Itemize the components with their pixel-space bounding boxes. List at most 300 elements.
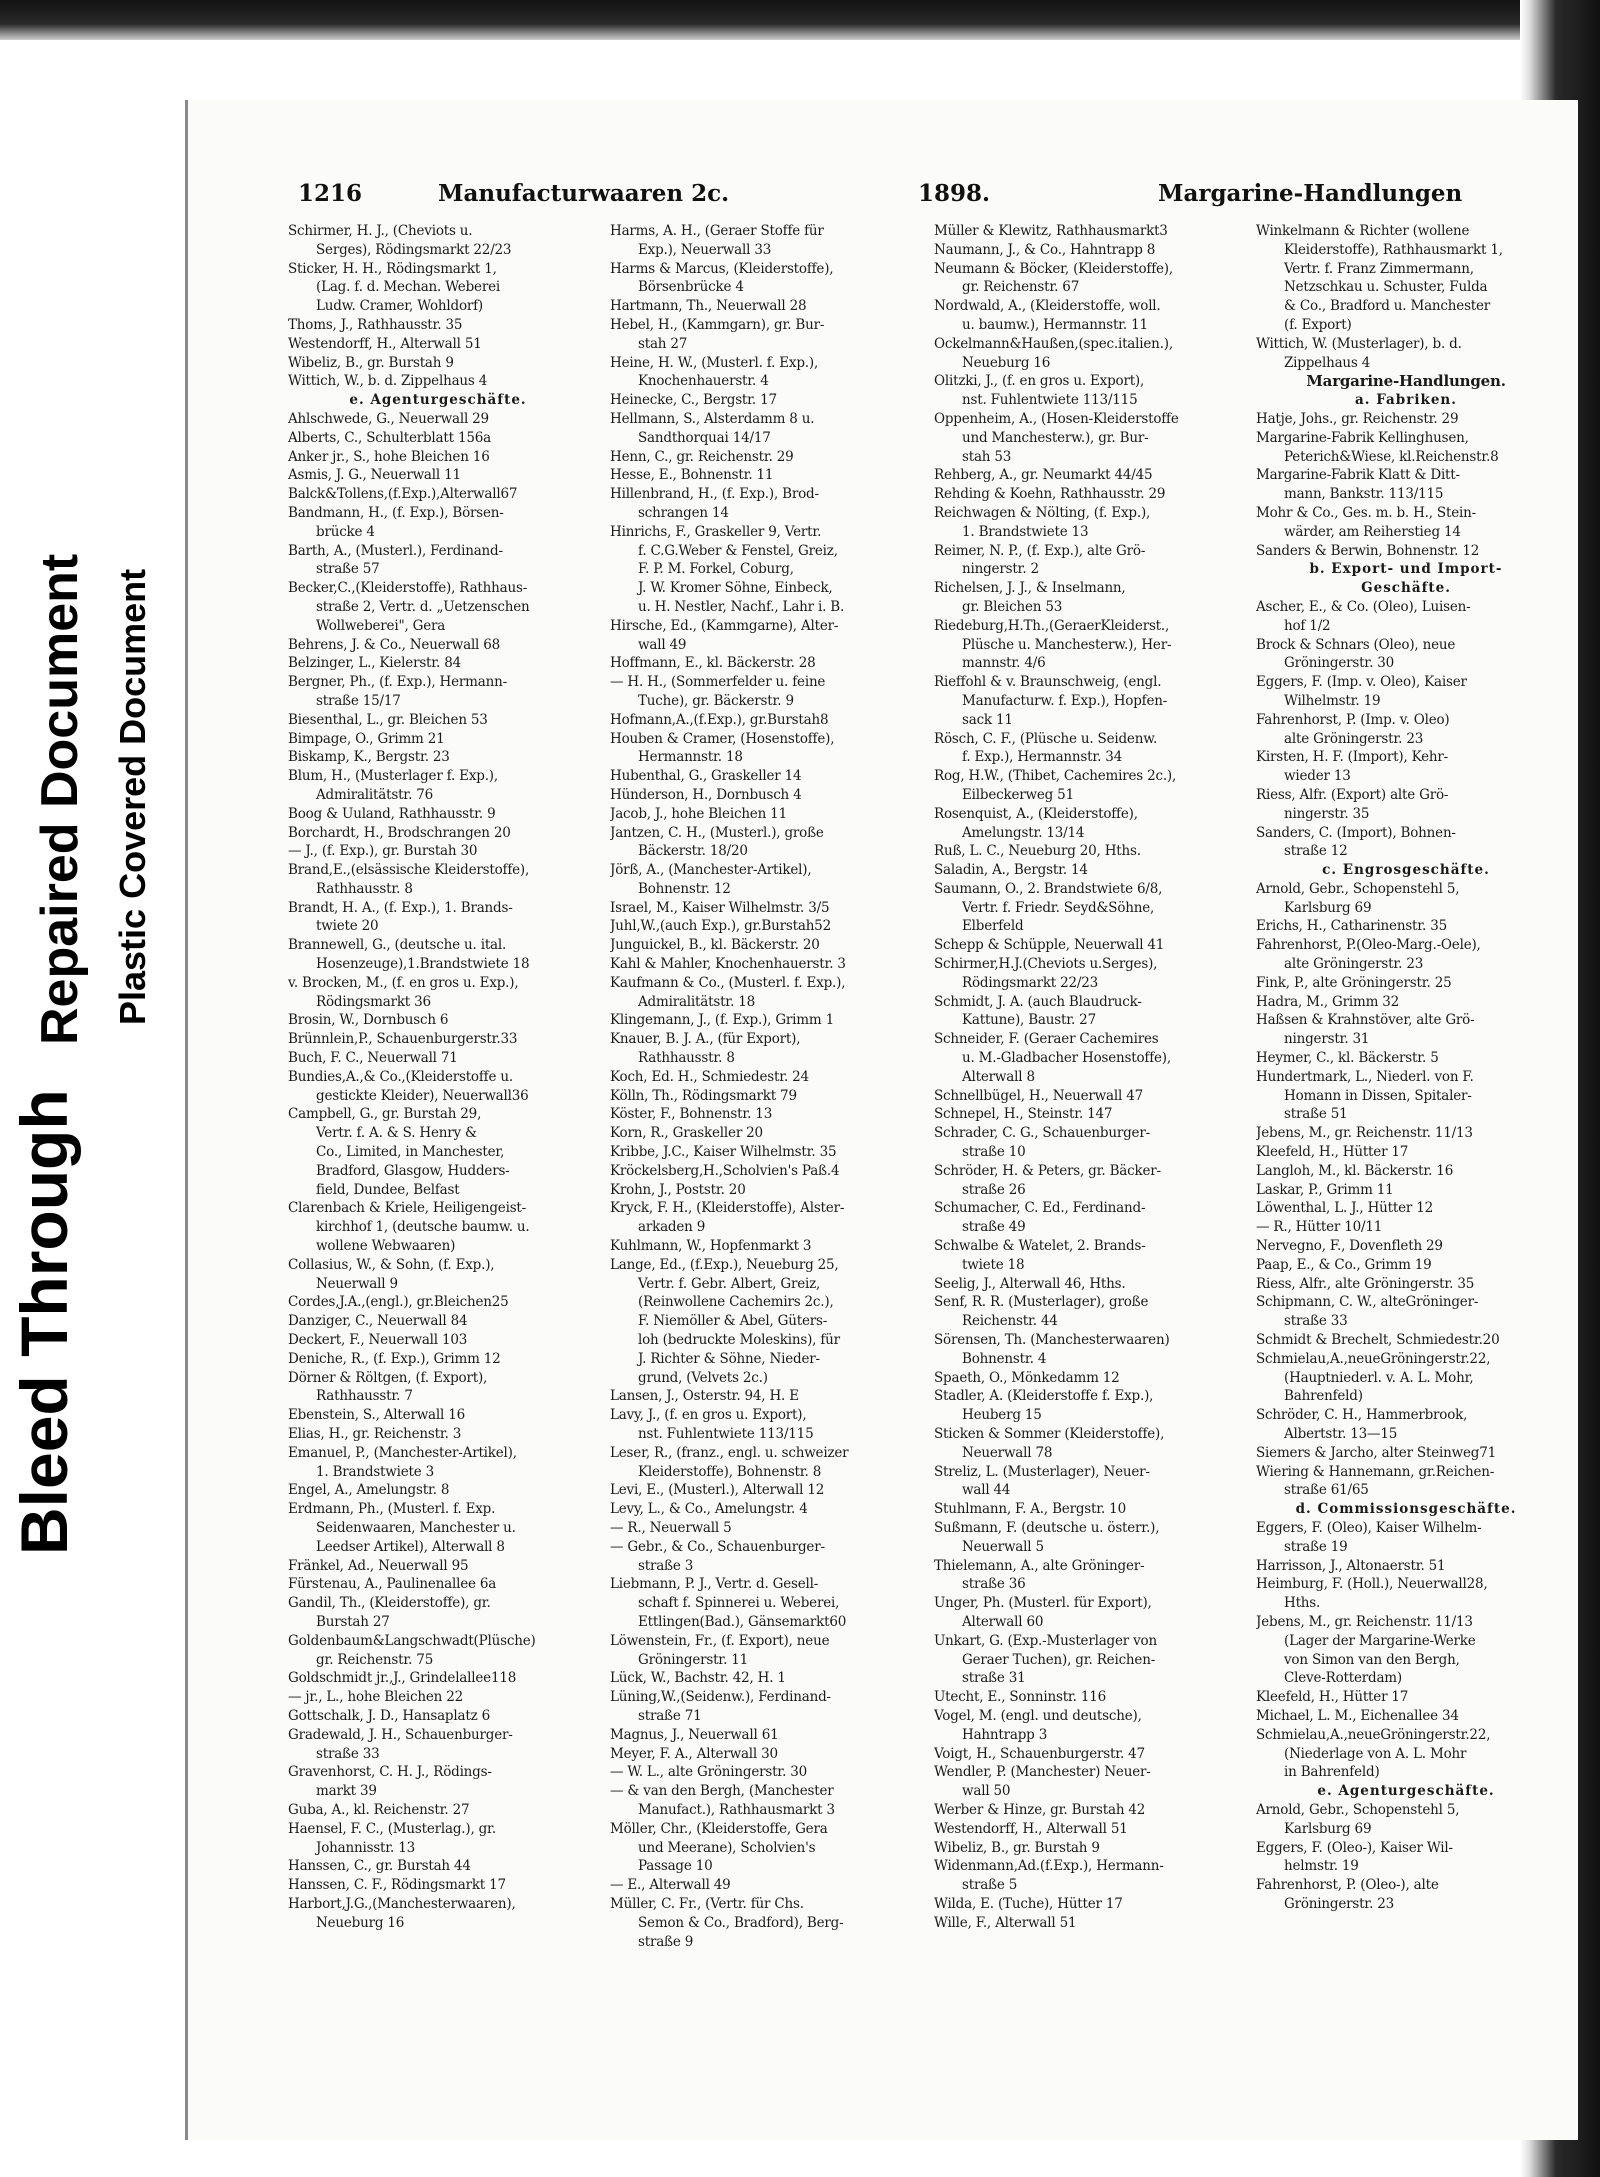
directory-entry: Wille, F., Alterwall 51 xyxy=(934,1914,1077,1931)
directory-entry: — R., Neuerwall 5 xyxy=(610,1519,732,1536)
directory-entry: Hillenbrand, H., (f. Exp.), Brod- xyxy=(610,486,819,503)
column-1 xyxy=(288,222,588,2112)
entry-continuation: Rathhausstr. 8 xyxy=(638,1050,735,1067)
directory-entry: Spaeth, O., Mönkedamm 12 xyxy=(934,1369,1120,1386)
entry-continuation: nst. Fuhlentwiete 113/115 xyxy=(962,392,1138,409)
directory-entry: Rehding & Koehn, Rathhausstr. 29 xyxy=(934,486,1166,503)
entry-continuation: sack 11 xyxy=(962,711,1013,728)
directory-entry: Naumann, J., & Co., Hahntrapp 8 xyxy=(934,241,1156,258)
directory-entry: Rog, H.W., (Thibet, Cachemires 2c.), xyxy=(934,768,1177,785)
entry-continuation: straße 71 xyxy=(638,1707,702,1724)
directory-page xyxy=(185,100,1578,2140)
directory-entry: Schmielau,A.,neueGröningerstr.22, xyxy=(1256,1726,1491,1743)
directory-entry: Heymer, C., kl. Bäckerstr. 5 xyxy=(1256,1050,1439,1067)
directory-entry: — E., Alterwall 49 xyxy=(610,1877,731,1894)
entry-continuation: (Lager der Margarine-Werke xyxy=(1284,1632,1476,1649)
entry-continuation: Rödingsmarkt 22/23 xyxy=(962,974,1099,991)
entry-continuation: wall 50 xyxy=(962,1783,1011,1800)
directory-entry: Olitzki, J., (f. en gros u. Export), xyxy=(934,373,1145,390)
entry-continuation: Neuerwall 78 xyxy=(962,1444,1053,1461)
directory-entry: Brand,E.,(elsässische Kleiderstoffe), xyxy=(288,862,530,879)
entry-continuation: Rathhausstr. 7 xyxy=(316,1388,413,1405)
directory-entry: Fränkel, Ad., Neuerwall 95 xyxy=(288,1557,469,1574)
entry-continuation: (Reinwollene Cachemirs 2c.), xyxy=(638,1294,834,1311)
directory-entry: Kribbe, J.C., Kaiser Wilhelmstr. 35 xyxy=(610,1144,837,1161)
entry-continuation: Karlsburg 69 xyxy=(1284,899,1372,916)
entry-continuation: straße 12 xyxy=(1284,843,1348,860)
entry-continuation: und Manchesterw.), gr. Bur- xyxy=(962,429,1149,446)
directory-entry: Oppenheim, A., (Hosen-Kleiderstoffe xyxy=(934,410,1179,427)
entry-continuation: f. Exp.), Hermannstr. 34 xyxy=(962,749,1123,766)
directory-entry: Reimer, N. P., (f. Exp.), alte Grö- xyxy=(934,542,1146,559)
entry-continuation: stah 27 xyxy=(638,335,688,352)
directory-entry: Blum, H., (Musterlager f. Exp.), xyxy=(288,768,498,785)
directory-entry: Heine, H. W., (Musterl. f. Exp.), xyxy=(610,354,819,371)
directory-entry: Brosin, W., Dornbusch 6 xyxy=(288,1012,449,1029)
section-heading: d. Commissionsgeschäfte. xyxy=(1295,1501,1517,1518)
entry-continuation: Kleiderstoffe), Rathhausmarkt 1, xyxy=(1284,241,1503,258)
directory-entry: Hubenthal, G., Graskeller 14 xyxy=(610,768,802,785)
entry-continuation: Vertr. f. Franz Zimmermann, xyxy=(1284,260,1474,277)
directory-entry: Kleefeld, H., Hütter 17 xyxy=(1256,1689,1409,1706)
entry-continuation: straße 36 xyxy=(962,1576,1026,1593)
entry-continuation: straße 61/65 xyxy=(1284,1482,1369,1499)
entry-continuation: Manufact.), Rathhausmarkt 3 xyxy=(638,1801,835,1818)
directory-entry: Fahrenhorst, P. (Oleo-), alte xyxy=(1256,1877,1439,1894)
directory-entry: Belzinger, L., Kielerstr. 84 xyxy=(288,655,462,672)
entry-continuation: straße 33 xyxy=(1284,1313,1348,1330)
entry-continuation: Cleve-Rotterdam) xyxy=(1284,1670,1402,1687)
entry-continuation: Homann in Dissen, Spitaler- xyxy=(1284,1087,1472,1104)
entry-continuation: twiete 18 xyxy=(962,1256,1025,1273)
entry-continuation: straße 3 xyxy=(638,1557,694,1574)
entry-continuation: Gröningerstr. 23 xyxy=(1284,1895,1395,1912)
directory-entry: Haßsen & Krahnstöver, alte Grö- xyxy=(1256,1012,1475,1029)
entry-continuation: straße 49 xyxy=(962,1219,1026,1236)
directory-entry: Deniche, R., (f. Exp.), Grimm 12 xyxy=(288,1350,501,1367)
directory-entry: Borchardt, H., Brodschrangen 20 xyxy=(288,824,511,841)
directory-entry: Gandil, Th., (Kleiderstoffe), gr. xyxy=(288,1595,491,1612)
entry-continuation: Amelungstr. 13/14 xyxy=(962,824,1085,841)
entry-continuation: arkaden 9 xyxy=(638,1219,706,1236)
directory-entry: Schröder, C. H., Hammerbrook, xyxy=(1256,1407,1468,1424)
directory-entry: Schmidt, J. A. (auch Blaudruck- xyxy=(934,993,1142,1010)
entry-continuation: Elberfeld xyxy=(962,918,1024,935)
directory-entry: Becker,C.,(Kleiderstoffe), Rathhaus- xyxy=(288,580,528,597)
entry-continuation: straße 10 xyxy=(962,1144,1026,1161)
directory-entry: Schirmer,H.J.(Cheviots u.Serges), xyxy=(934,956,1158,973)
entry-continuation: Neueburg 16 xyxy=(962,354,1051,371)
entry-continuation: ningerstr. 2 xyxy=(962,561,1039,578)
entry-continuation: Vertr. f. Friedr. Seyd&Söhne, xyxy=(962,899,1155,916)
entry-continuation: Kattune), Baustr. 27 xyxy=(962,1012,1096,1029)
directory-entry: Schneider, F. (Geraer Cachemires xyxy=(934,1031,1159,1048)
directory-entry: Margarine-Fabrik Kellinghusen, xyxy=(1256,429,1469,446)
directory-entry: Bandmann, H., (f. Exp.), Börsen- xyxy=(288,504,504,521)
directory-entry: Fahrenhorst, P.(Oleo-Marg.-Oele), xyxy=(1256,937,1481,954)
directory-entry: Jantzen, C. H., (Musterl.), große xyxy=(610,824,824,841)
scan-edge-top xyxy=(0,0,1600,40)
entry-continuation: Hths. xyxy=(1284,1595,1321,1612)
entry-continuation: und Meerane), Scholvien's xyxy=(638,1839,816,1856)
directory-entry: Boog & Uuland, Rathhausstr. 9 xyxy=(288,805,496,822)
directory-entry: Stadler, A. (Kleiderstoffe f. Exp.), xyxy=(934,1388,1154,1405)
directory-entry: Sußmann, F. (deutsche u. österr.), xyxy=(934,1519,1160,1536)
entry-continuation: loh (bedruckte Moleskins), für xyxy=(638,1332,840,1349)
directory-entry: Margarine-Fabrik Klatt & Ditt- xyxy=(1256,467,1460,484)
entry-continuation: Leedser Artikel), Alterwall 8 xyxy=(316,1538,505,1555)
column-3 xyxy=(934,222,1234,2112)
entry-continuation: straße 9 xyxy=(638,1933,694,1950)
directory-entry: Schmidt & Brechelt, Schmiedestr.20 xyxy=(1256,1332,1500,1349)
directory-entry: Jörß, A., (Manchester-Artikel), xyxy=(610,862,812,879)
entry-continuation: Karlsburg 69 xyxy=(1284,1820,1372,1837)
condition-labels xyxy=(0,0,180,2177)
entry-continuation: Neueburg 16 xyxy=(316,1914,405,1931)
entry-continuation: Kleiderstoffe), Bohnenstr. 8 xyxy=(638,1463,822,1480)
directory-entry: Harrisson, J., Altonaerstr. 51 xyxy=(1256,1557,1446,1574)
entry-continuation: Börsenbrücke 4 xyxy=(638,279,744,296)
directory-entry: Hellmann, S., Alsterdamm 8 u. xyxy=(610,410,815,427)
directory-entry: Hadra, M., Grimm 32 xyxy=(1256,993,1400,1010)
directory-entry: Fink, P., alte Gröningerstr. 25 xyxy=(1256,974,1452,991)
directory-entry: Brünnlein,P., Schauenburgerstr.33 xyxy=(288,1031,518,1048)
directory-entry: Hebel, H., (Kammgarn), gr. Bur- xyxy=(610,316,825,333)
directory-entry: Kuhlmann, W., Hopfenmarkt 3 xyxy=(610,1238,812,1255)
entry-continuation: ningerstr. 31 xyxy=(1284,1031,1370,1048)
directory-entry: Dörner & Röltgen, (f. Export), xyxy=(288,1369,488,1386)
entry-continuation: twiete 20 xyxy=(316,918,379,935)
entry-continuation: Knochenhauerstr. 4 xyxy=(638,373,769,390)
directory-entry: Eggers, F. (Oleo-), Kaiser Wil- xyxy=(1256,1839,1453,1856)
section-heading: c. Engrosgeschäfte. xyxy=(1322,862,1490,879)
directory-entry: Biesenthal, L., gr. Bleichen 53 xyxy=(288,711,488,728)
entry-continuation: ningerstr. 35 xyxy=(1284,805,1370,822)
directory-entry: Rösch, C. F., (Plüsche u. Seidenw. xyxy=(934,730,1158,747)
directory-entry: Hanssen, C., gr. Burstah 44 xyxy=(288,1858,471,1875)
directory-entry: Krohn, J., Poststr. 20 xyxy=(610,1181,746,1198)
entry-continuation: alte Gröningerstr. 23 xyxy=(1284,956,1424,973)
directory-entry: Buch, F. C., Neuerwall 71 xyxy=(288,1050,458,1067)
directory-entry: Deckert, F., Neuerwall 103 xyxy=(288,1332,468,1349)
directory-entry: Sticken & Sommer (Kleiderstoffe), xyxy=(934,1426,1165,1442)
directory-entry: — W. L., alte Gröningerstr. 30 xyxy=(610,1764,808,1781)
entry-continuation: Alterwall 8 xyxy=(962,1068,1035,1085)
directory-entry: Thoms, J., Rathhausstr. 35 xyxy=(288,316,463,333)
plastic-covered-label: Plastic Covered Document xyxy=(112,568,153,1025)
entry-continuation: Vertr. f. Gebr. Albert, Greiz, xyxy=(638,1275,821,1292)
entry-continuation: Wollweberei", Gera xyxy=(316,617,446,634)
directory-entry: Lavy, J., (f. en gros u. Export), xyxy=(610,1407,807,1424)
entry-continuation: gr. Reichenstr. 75 xyxy=(316,1651,434,1668)
directory-entry: Reichwagen & Nölting, (f. Exp.), xyxy=(934,504,1151,521)
directory-entry: Eggers, F. (Imp. v. Oleo), Kaiser xyxy=(1256,674,1467,691)
entry-continuation: Neuerwall 5 xyxy=(962,1538,1044,1555)
entry-continuation: straße 2, Vertr. d. „Uetzenschen xyxy=(316,598,530,615)
directory-entry: Anker jr., S., hohe Bleichen 16 xyxy=(288,448,490,465)
entry-continuation: gestickte Kleider), Neuerwall36 xyxy=(316,1087,529,1104)
entry-continuation: straße 57 xyxy=(316,561,380,578)
directory-entry: Brannewell, G., (deutsche u. ital. xyxy=(288,937,507,954)
directory-entry: Westendorff, H., Alterwall 51 xyxy=(288,335,482,352)
section-heading: e. Agenturgeschäfte. xyxy=(349,392,527,409)
directory-entry: Sticker, H. H., Rödingsmarkt 1, xyxy=(288,260,497,277)
directory-entry: Schnellbügel, H., Neuerwall 47 xyxy=(934,1087,1143,1104)
directory-entry: Wittich, W. (Musterlager), b. d. xyxy=(1256,335,1462,352)
entry-continuation: in Bahrenfeld) xyxy=(1284,1764,1380,1781)
directory-entry: Hoffmann, E., kl. Bäckerstr. 28 xyxy=(610,655,816,672)
directory-entry: Erichs, H., Catharinenstr. 35 xyxy=(1256,918,1448,935)
entry-continuation: wollene Webwaaren) xyxy=(316,1238,456,1255)
entry-continuation: Admiralitätstr. 18 xyxy=(638,993,756,1010)
directory-entry: — R., Hütter 10/11 xyxy=(1256,1219,1383,1236)
directory-entry: Schröder, H. & Peters, gr. Bäcker- xyxy=(934,1162,1161,1179)
entry-continuation: Sandthorquai 14/17 xyxy=(638,429,771,446)
entry-continuation: Hermannstr. 18 xyxy=(638,749,743,766)
directory-entry: Knauer, B. J. A., (für Export), xyxy=(610,1031,801,1048)
directory-entry: Schrader, C. G., Schauenburger- xyxy=(934,1125,1150,1142)
entry-continuation: Alterwall 60 xyxy=(962,1613,1044,1630)
directory-entry: Engel, A., Amelungstr. 8 xyxy=(288,1482,450,1499)
directory-entry: Lück, W., Bachstr. 42, H. 1 xyxy=(610,1670,786,1687)
page-number: 1216 xyxy=(298,180,363,207)
directory-entry: Riess, Alfr., alte Gröningerstr. 35 xyxy=(1256,1275,1475,1292)
entry-continuation: wall 44 xyxy=(962,1482,1011,1499)
directory-entry: Unkart, G. (Exp.-Musterlager von xyxy=(934,1632,1157,1649)
entry-continuation: Plüsche u. Manchesterw.), Her- xyxy=(962,636,1172,653)
entry-continuation: markt 39 xyxy=(316,1783,377,1800)
directory-entry: Schumacher, C. Ed., Ferdinand- xyxy=(934,1200,1146,1217)
entry-continuation: Rathhausstr. 8 xyxy=(316,880,413,897)
directory-entry: Heimburg, F. (Holl.), Neuerwall28, xyxy=(1256,1576,1488,1593)
directory-entry: Hinrichs, F., Graskeller 9, Vertr. xyxy=(610,523,822,540)
directory-entry: Erdmann, Ph., (Musterl. f. Exp. xyxy=(288,1501,496,1518)
directory-entry: Hartmann, Th., Neuerwall 28 xyxy=(610,298,807,315)
directory-entry: Levy, L., & Co., Amelungstr. 4 xyxy=(610,1501,808,1518)
directory-entry: Biskamp, K., Bergstr. 23 xyxy=(288,749,450,766)
entry-continuation: Reichenstr. 44 xyxy=(962,1313,1058,1330)
directory-entry: Barth, A., (Musterl.), Ferdinand- xyxy=(288,542,503,559)
entry-continuation: Bradford, Glasgow, Hudders- xyxy=(316,1162,510,1179)
bleed-through-label: Bleed Through xyxy=(7,1089,81,1555)
entry-continuation: J. W. Kromer Söhne, Einbeck, xyxy=(638,580,833,597)
entry-continuation: (Niederlage von A. L. Mohr xyxy=(1284,1745,1467,1762)
directory-entry: Winkelmann & Richter (wollene xyxy=(1256,223,1470,239)
entry-continuation: straße 31 xyxy=(962,1670,1026,1687)
directory-entry: Bimpage, O., Grimm 21 xyxy=(288,730,445,747)
directory-entry: Wibeliz, B., gr. Burstah 9 xyxy=(934,1839,1100,1856)
directory-entry: Ebenstein, S., Alterwall 16 xyxy=(288,1407,466,1424)
entry-continuation: Eilbeckerweg 51 xyxy=(962,786,1074,803)
entry-continuation: Netzschkau u. Schuster, Fulda xyxy=(1284,279,1488,296)
entry-continuation: wall 49 xyxy=(638,636,687,653)
directory-entry: Brock & Schnars (Oleo), neue xyxy=(1256,636,1456,653)
entry-continuation: straße 26 xyxy=(962,1181,1026,1198)
directory-entry: Magnus, J., Neuerwall 61 xyxy=(610,1726,779,1743)
directory-entry: Israel, M., Kaiser Wilhelmstr. 3/5 xyxy=(610,899,830,916)
entry-continuation: Geraer Tuchen), gr. Reichen- xyxy=(962,1651,1156,1668)
entry-continuation: Ettlingen(Bad.), Gänsemarkt60 xyxy=(638,1613,847,1630)
directory-entry: — jr., L., hohe Bleichen 22 xyxy=(288,1689,464,1706)
directory-entry: Danziger, C., Neuerwall 84 xyxy=(288,1313,468,1330)
directory-entry: Köster, F., Bohnenstr. 13 xyxy=(610,1106,773,1123)
directory-entry: Wilda, E. (Tuche), Hütter 17 xyxy=(934,1895,1123,1912)
directory-entry: Harms & Marcus, (Kleiderstoffe), xyxy=(610,260,834,277)
entry-continuation: von Simon van den Bergh, xyxy=(1284,1651,1460,1668)
directory-entry: Heinecke, C., Bergstr. 17 xyxy=(610,392,777,409)
entry-continuation: Heuberg 15 xyxy=(962,1407,1042,1424)
repaired-document-label: Repaired Document xyxy=(31,553,89,1045)
entry-continuation: Gröningerstr. 11 xyxy=(638,1651,749,1668)
entry-continuation: Rödingsmarkt 36 xyxy=(316,993,431,1010)
directory-columns xyxy=(288,222,1568,2112)
directory-entry: Müller & Klewitz, Rathhausmarkt3 xyxy=(934,223,1168,239)
entry-continuation: Burstah 27 xyxy=(316,1613,390,1630)
directory-entry: Brandt, H. A., (f. Exp.), 1. Brands- xyxy=(288,899,513,916)
directory-entry: Seelig, J., Alterwall 46, Hths. xyxy=(934,1275,1126,1292)
directory-entry: Fahrenhorst, P. (Imp. v. Oleo) xyxy=(1256,711,1450,728)
directory-entry: Clarenbach & Kriele, Heiligengeist- xyxy=(288,1200,527,1217)
entry-continuation: Manufacturw. f. Exp.), Hopfen- xyxy=(962,692,1168,709)
entry-continuation: Bohnenstr. 12 xyxy=(638,880,731,897)
directory-entry: Liebmann, P. J., Vertr. d. Gesell- xyxy=(610,1576,819,1593)
entry-continuation: straße 33 xyxy=(316,1745,380,1762)
directory-entry: Balck&Tollens,(f.Exp.),Alterwall67 xyxy=(288,486,518,503)
directory-entry: Lüning,W.,(Seidenw.), Ferdinand- xyxy=(610,1689,831,1706)
directory-entry: Utecht, E., Sonninstr. 116 xyxy=(934,1689,1107,1706)
directory-entry: Voigt, H., Schauenburgerstr. 47 xyxy=(934,1745,1145,1762)
directory-entry: Guba, A., kl. Reichenstr. 27 xyxy=(288,1801,470,1818)
entry-continuation: straße 19 xyxy=(1284,1538,1348,1555)
entry-continuation: stah 53 xyxy=(962,448,1012,465)
directory-entry: Nordwald, A., (Kleiderstoffe, woll. xyxy=(934,298,1161,315)
directory-entry: Goldenbaum&Langschwadt(Plüsche) xyxy=(288,1632,536,1649)
directory-entry: Junguickel, B., kl. Bäckerstr. 20 xyxy=(610,937,820,954)
entry-continuation: 1. Brandstwiete 3 xyxy=(316,1463,435,1480)
directory-entry: Schipmann, C. W., alteGröninger- xyxy=(1256,1294,1479,1311)
entry-continuation: F. P. M. Forkel, Coburg, xyxy=(638,561,794,578)
directory-entry: Gravenhorst, C. H. J., Rödings- xyxy=(288,1764,492,1781)
directory-entry: Sanders & Berwin, Bohnenstr. 12 xyxy=(1256,542,1480,559)
directory-entry: Jebens, M., gr. Reichenstr. 11/13 xyxy=(1256,1613,1473,1630)
entry-continuation: (f. Export) xyxy=(1284,316,1352,333)
section-heading: Margarine-Handlungen. xyxy=(1306,372,1506,391)
directory-entry: Korn, R., Graskeller 20 xyxy=(610,1125,763,1142)
entry-continuation: hof 1/2 xyxy=(1284,617,1331,634)
directory-entry: Ockelmann&Haußen,(spec.italien.), xyxy=(934,335,1173,352)
column-2 xyxy=(610,222,910,2112)
entry-continuation: Serges), Rödingsmarkt 22/23 xyxy=(316,241,512,258)
directory-entry: Hesse, E., Bohnenstr. 11 xyxy=(610,467,774,484)
directory-entry: Ruß, L. C., Neueburg 20, Hths. xyxy=(934,843,1141,860)
directory-entry: Schmielau,A.,neueGröningerstr.22, xyxy=(1256,1350,1491,1367)
directory-entry: Sanders, C. (Import), Bohnen- xyxy=(1256,824,1456,841)
directory-entry: Lansen, J., Osterstr. 94, H. E xyxy=(610,1388,799,1405)
entry-continuation: Albertstr. 13—15 xyxy=(1284,1426,1398,1442)
directory-entry: Rosenquist, A., (Kleiderstoffe), xyxy=(934,805,1138,822)
directory-entry: Rieffohl & v. Braunschweig, (engl. xyxy=(934,674,1162,691)
directory-entry: Gottschalk, J. D., Hansaplatz 6 xyxy=(288,1707,490,1724)
directory-entry: Harms, A. H., (Geraer Stoffe für xyxy=(610,223,824,239)
directory-entry: Houben & Cramer, (Hosenstoffe), xyxy=(610,730,835,747)
directory-entry: Hirsche, Ed., (Kammgarne), Alter- xyxy=(610,617,839,634)
directory-entry: Hatje, Johs., gr. Reichenstr. 29 xyxy=(1256,410,1459,427)
directory-entry: Langloh, M., kl. Bäckerstr. 16 xyxy=(1256,1162,1454,1179)
entry-continuation: F. Niemöller & Abel, Güters- xyxy=(638,1313,828,1330)
entry-continuation: Bohnenstr. 4 xyxy=(962,1350,1047,1367)
entry-continuation: Bahrenfeld) xyxy=(1284,1388,1363,1405)
entry-continuation: Hahntrapp 3 xyxy=(962,1726,1048,1743)
entry-continuation: u. baumw.), Hermannstr. 11 xyxy=(962,316,1148,333)
entry-continuation: f. C.G.Weber & Fenstel, Greiz, xyxy=(638,542,838,559)
entry-continuation: Peterich&Wiese, kl.Reichenstr.8 xyxy=(1284,448,1499,465)
section-heading: e. Agenturgeschäfte. xyxy=(1317,1783,1495,1800)
entry-continuation: wärder, am Reiherstieg 14 xyxy=(1284,523,1461,540)
directory-entry: Thielemann, A., alte Gröninger- xyxy=(934,1557,1145,1574)
section-heading: Geschäfte. xyxy=(1361,580,1451,597)
entry-continuation: schaft f. Spinnerei u. Weberei, xyxy=(638,1595,840,1612)
directory-entry: Richelsen, J. J., & Inselmann, xyxy=(934,580,1126,597)
entry-continuation: Semon & Co., Bradford), Berg- xyxy=(638,1914,844,1931)
directory-entry: Koch, Ed. H., Schmiedestr. 24 xyxy=(610,1068,809,1085)
directory-entry: Müller, C. Fr., (Vertr. für Chs. xyxy=(610,1895,804,1912)
entry-continuation: u. H. Nestler, Nachf., Lahr i. B. xyxy=(638,598,845,615)
directory-entry: Kölln, Th., Rödingsmarkt 79 xyxy=(610,1087,797,1104)
entry-continuation: Co., Limited, in Manchester, xyxy=(316,1144,505,1161)
directory-entry: Neumann & Böcker, (Kleiderstoffe), xyxy=(934,260,1173,277)
directory-entry: Saumann, O., 2. Brandstwiete 6/8, xyxy=(934,880,1163,897)
directory-entry: Stuhlmann, F. A., Bergstr. 10 xyxy=(934,1501,1126,1518)
entry-continuation: straße 51 xyxy=(1284,1106,1348,1123)
directory-entry: Streliz, L. (Musterlager), Neuer- xyxy=(934,1463,1150,1480)
directory-entry: Löwenstein, Fr., (f. Export), neue xyxy=(610,1632,830,1649)
entry-continuation: Gröningerstr. 30 xyxy=(1284,655,1395,672)
entry-continuation: Hosenzeuge),1.Brandstwiete 18 xyxy=(316,956,530,973)
directory-entry: Paap, E., & Co., Grimm 19 xyxy=(1256,1256,1432,1273)
directory-entry: Hofmann,A.,(f.Exp.), gr.Burstah8 xyxy=(610,711,829,728)
entry-continuation: brücke 4 xyxy=(316,523,375,540)
directory-entry: — H. H., (Sommerfelder u. feine xyxy=(610,674,826,691)
directory-entry: Alberts, C., Schulterblatt 156a xyxy=(288,429,491,446)
directory-entry: Senf, R. R. (Musterlager), große xyxy=(934,1294,1149,1311)
header-right-title: Margarine-Handlungen xyxy=(1158,180,1463,207)
entry-continuation: Wilhelmstr. 19 xyxy=(1284,692,1381,709)
directory-entry: Sörensen, Th. (Manchesterwaaren) xyxy=(934,1332,1170,1349)
directory-entry: Gradewald, J. H., Schauenburger- xyxy=(288,1726,513,1743)
directory-entry: Rehberg, A., gr. Neumarkt 44/45 xyxy=(934,467,1153,484)
header-year: 1898. xyxy=(918,180,991,207)
directory-entry: v. Brocken, M., (f. en gros u. Exp.), xyxy=(288,974,519,991)
directory-entry: Levi, E., (Musterl.), Alterwall 12 xyxy=(610,1482,825,1499)
column-4 xyxy=(1256,222,1556,2112)
directory-entry: Schepp & Schüpple, Neuerwall 41 xyxy=(934,937,1165,954)
directory-entry: Arnold, Gebr., Schopenstehl 5, xyxy=(1256,880,1460,897)
directory-entry: Hundertmark, L., Niederl. von F. xyxy=(1256,1068,1474,1085)
entry-continuation: wieder 13 xyxy=(1284,768,1351,785)
entry-continuation: gr. Reichenstr. 67 xyxy=(962,279,1080,296)
directory-entry: Schnepel, H., Steinstr. 147 xyxy=(934,1106,1113,1123)
directory-entry: Bundies,A.,& Co.,(Kleiderstoffe u. xyxy=(288,1068,513,1085)
directory-entry: Klingemann, J., (f. Exp.), Grimm 1 xyxy=(610,1012,834,1029)
entry-continuation: 1. Brandstwiete 13 xyxy=(962,523,1089,540)
entry-continuation: helmstr. 19 xyxy=(1284,1858,1359,1875)
entry-continuation: mannstr. 4/6 xyxy=(962,655,1046,672)
entry-continuation: mann, Bankstr. 113/115 xyxy=(1284,486,1444,503)
entry-continuation: & Co., Bradford u. Manchester xyxy=(1284,298,1491,315)
directory-entry: — Gebr., & Co., Schauenburger- xyxy=(610,1538,825,1555)
directory-entry: — & van den Bergh, (Manchester xyxy=(610,1783,834,1800)
entry-continuation: Tuche), gr. Bäckerstr. 9 xyxy=(638,692,794,709)
